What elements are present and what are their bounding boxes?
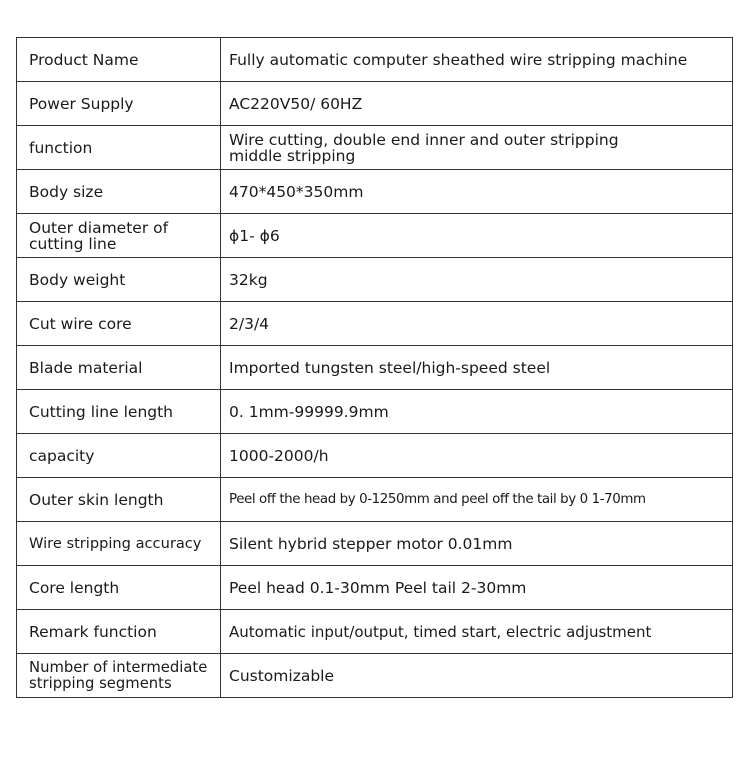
value-cell: 32kg (221, 258, 733, 302)
table-row (17, 610, 733, 654)
table-row (17, 346, 733, 390)
param-cell: Number of intermediate stripping segments (17, 654, 221, 698)
table-row (17, 214, 733, 258)
value-cell: 470*450*350mm (221, 170, 733, 214)
value-cell: Silent hybrid stepper motor 0.01mm (221, 522, 733, 566)
value-cell: Customizable (221, 654, 733, 698)
table-row (17, 38, 733, 82)
table-row (17, 170, 733, 214)
spec-table (16, 37, 733, 698)
param-cell: Core length (17, 566, 221, 610)
table-row (17, 654, 733, 698)
value-cell: Peel off the head by 0-1250mm and peel off the tail by 0 1-70mm (221, 478, 733, 522)
param-cell: Cut wire core (17, 302, 221, 346)
param-cell: Body weight (17, 258, 221, 302)
param-cell: Remark function (17, 610, 221, 654)
param-cell: Blade material (17, 346, 221, 390)
table-row (17, 82, 733, 126)
value-cell: 2/3/4 (221, 302, 733, 346)
value-cell: Fully automatic computer sheathed wire stripping machine (221, 38, 733, 82)
param-cell: capacity (17, 434, 221, 478)
table-row (17, 390, 733, 434)
param-cell: function (17, 126, 221, 170)
value-cell: ϕ1- ϕ6 (221, 214, 733, 258)
value-cell: Wire cutting, double end inner and outer stripping middle stripping (221, 126, 733, 170)
param-cell: Product Name (17, 38, 221, 82)
value-cell: Automatic input/output, timed start, electric adjustment (221, 610, 733, 654)
value-cell: Imported tungsten steel/high-speed steel (221, 346, 733, 390)
table-row (17, 126, 733, 170)
table-row (17, 522, 733, 566)
table-row (17, 434, 733, 478)
value-cell: 0. 1mm-99999.9mm (221, 390, 733, 434)
param-cell: Cutting line length (17, 390, 221, 434)
param-cell: Power Supply (17, 82, 221, 126)
table-row (17, 478, 733, 522)
table-row (17, 258, 733, 302)
value-cell: Peel head 0.1-30mm Peel tail 2-30mm (221, 566, 733, 610)
param-cell: Outer diameter of cutting line (17, 214, 221, 258)
param-cell: Body size (17, 170, 221, 214)
param-cell: Wire stripping accuracy (17, 522, 221, 566)
table-row (17, 302, 733, 346)
param-cell: Outer skin length (17, 478, 221, 522)
table-row (17, 566, 733, 610)
value-cell: 1000-2000/h (221, 434, 733, 478)
value-cell: AC220V50/ 60HZ (221, 82, 733, 126)
